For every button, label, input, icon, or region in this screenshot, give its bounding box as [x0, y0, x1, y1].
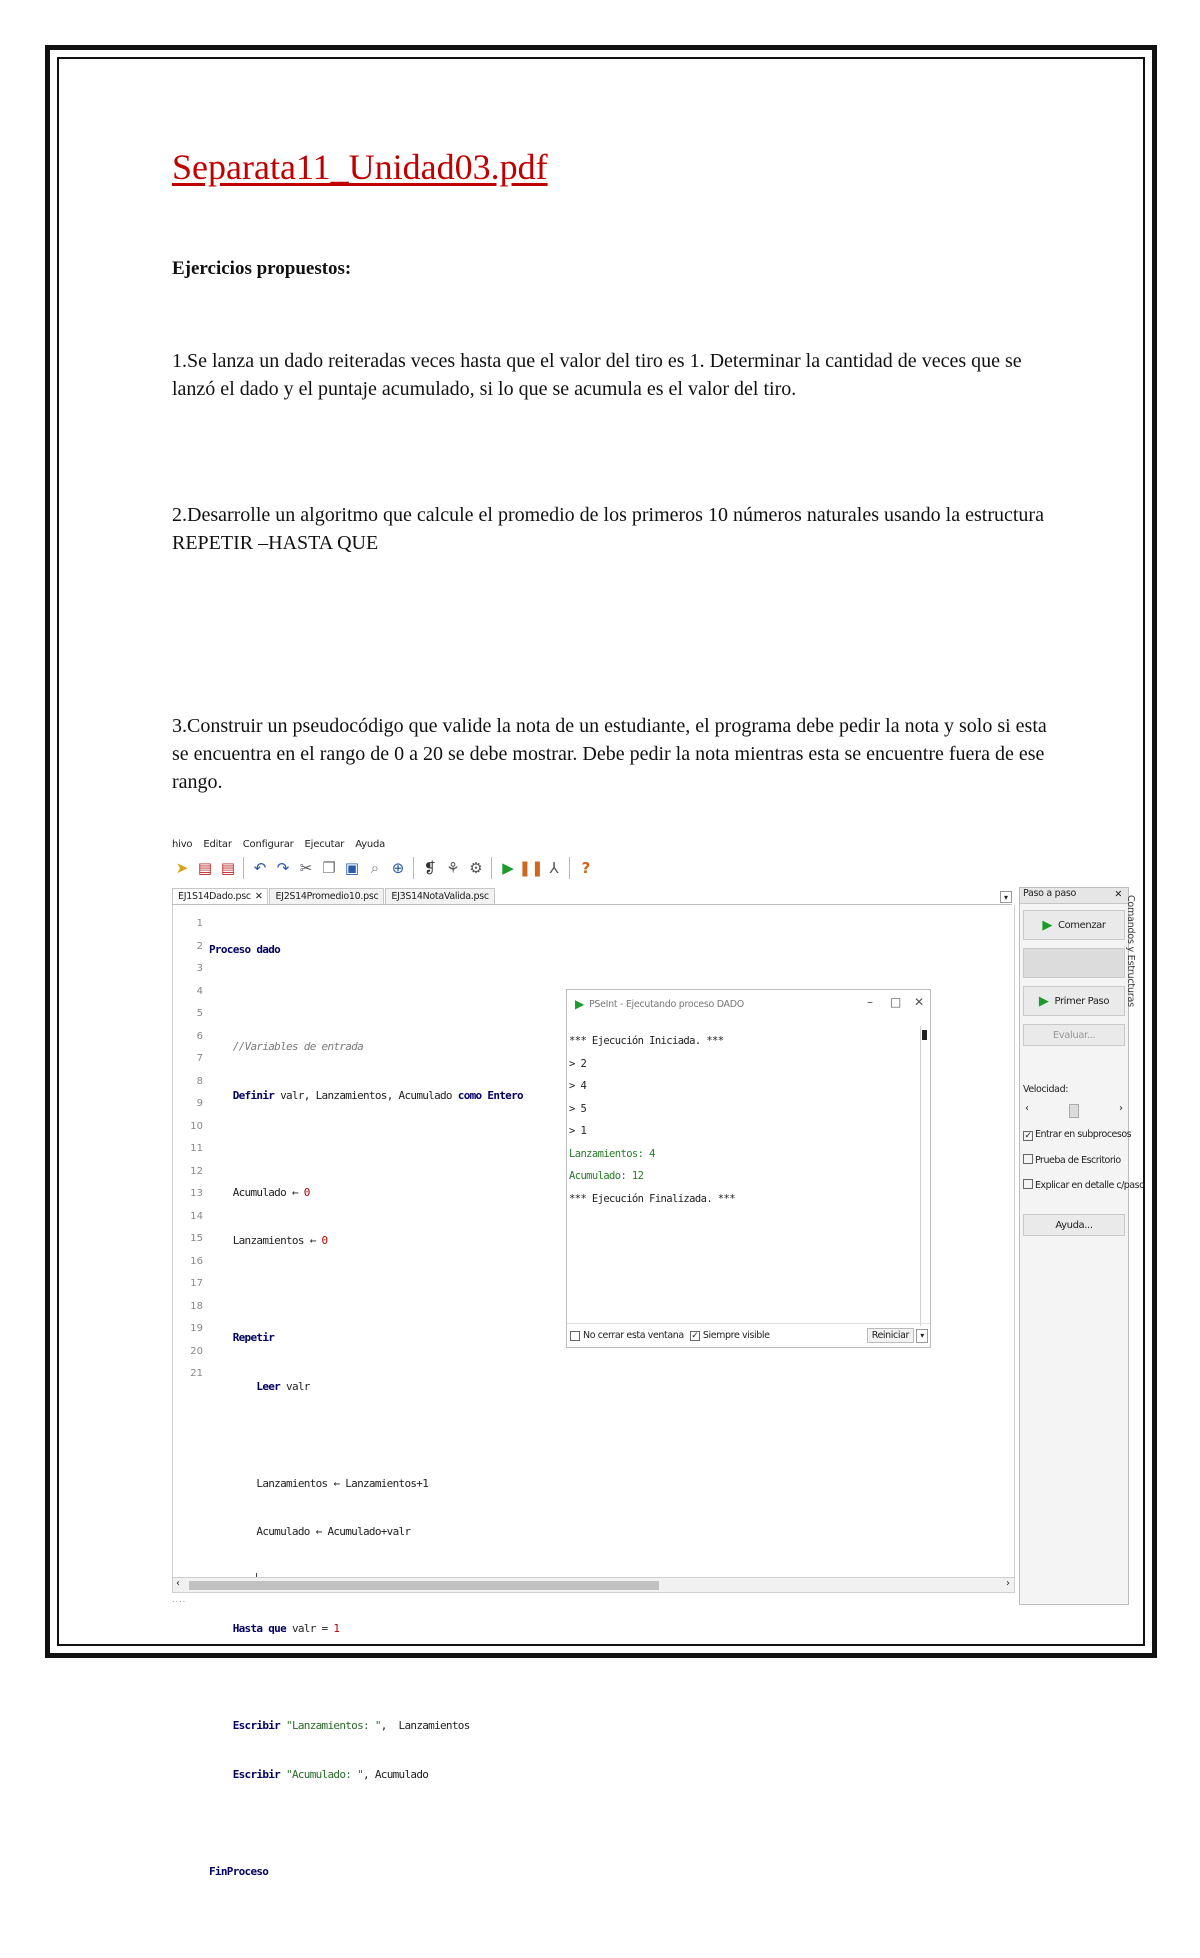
exercises-heading: Ejercicios propuestos: — [172, 258, 352, 279]
code-line — [209, 1812, 523, 1835]
side-panel-title: Paso a paso — [1023, 888, 1077, 899]
line-number: 16 — [190, 1255, 203, 1267]
toolbar-separator — [413, 857, 415, 879]
code-token: Acumulado ← — [232, 1185, 304, 1199]
code-token: valr = — [286, 1622, 334, 1635]
line-number: 19 — [190, 1323, 203, 1334]
entrar-subprocesos-option[interactable] — [1023, 1129, 1131, 1141]
reiniciar-button[interactable]: Reiniciar — [867, 1328, 914, 1343]
flowchart-icon[interactable]: ⚙ — [469, 858, 483, 877]
console-line: *** Ejecución Finalizada. *** — [569, 1192, 735, 1205]
code-token: Repetir — [232, 1331, 275, 1344]
tab-promedio[interactable]: EJ2S14Promedio10.psc — [269, 888, 384, 904]
code-token: Acumulado ← Acumulado+valr — [256, 1525, 411, 1538]
line-number: 2 — [196, 940, 203, 952]
line-number: 20 — [190, 1345, 203, 1357]
line-number: 13 — [190, 1188, 203, 1199]
code-token: , Lanzamientos — [380, 1719, 470, 1732]
step-play-icon: ▶ — [1038, 993, 1049, 1009]
line-number: 14 — [190, 1210, 203, 1222]
line-number: 9 — [196, 1098, 203, 1109]
menu-ejecutar[interactable]: Ejecutar — [304, 838, 345, 850]
entrar-subprocesos-label: Entrar en subprocesos — [1035, 1129, 1132, 1140]
code-token: Hasta que — [232, 1622, 287, 1635]
paste-icon[interactable]: ▣ — [344, 858, 360, 877]
chevron-left-icon[interactable]: ‹ — [176, 1578, 180, 1589]
code-token: Escribir — [232, 1719, 281, 1732]
code-line — [209, 1279, 523, 1302]
explicar-detalle-option[interactable] — [1023, 1179, 1144, 1191]
entrar-subprocesos-checkbox[interactable]: ✓ — [1024, 1131, 1032, 1141]
play-icon: ▶ — [1042, 917, 1052, 933]
line-number: 1 — [196, 918, 203, 929]
line-number: 18 — [190, 1300, 203, 1312]
code-token: Escribir — [232, 1767, 281, 1781]
line-numbers — [173, 913, 203, 1386]
code-line — [209, 1909, 523, 1932]
code-line — [209, 1182, 523, 1205]
tab-dado[interactable]: EJ1S14Dado.psc ✕ — [172, 888, 268, 904]
chevron-down-icon[interactable]: ▾ — [1000, 891, 1012, 903]
code-token: , Acumulado — [363, 1767, 429, 1781]
undo-icon[interactable]: ↶ — [253, 858, 267, 877]
cut-icon[interactable]: ✂ — [299, 858, 313, 877]
code-string: "Acumulado: " — [280, 1767, 364, 1781]
execution-window-footer — [567, 1323, 930, 1347]
console-input-line: > 2 — [569, 1057, 587, 1070]
code-token: Definir — [232, 1088, 275, 1102]
code-line — [209, 1085, 523, 1108]
status-bar: .... — [172, 1595, 187, 1604]
run-step-icon[interactable]: ⚘ — [446, 858, 460, 877]
execution-window[interactable] — [566, 989, 931, 1348]
redo-icon[interactable]: ↷ — [276, 858, 290, 877]
help-icon[interactable]: ? — [581, 858, 591, 877]
code-token: Lanzamientos ← — [232, 1234, 322, 1247]
exercise-2-text: 2.Desarrolle un algoritmo que calcule el promedio de los primeros 10 números naturales usando la estructura REPETIR –HASTA QUE — [172, 504, 1044, 554]
ayuda-button[interactable]: Ayuda... — [1023, 1214, 1125, 1236]
code-line — [209, 1521, 523, 1544]
console-output — [569, 1030, 909, 1210]
indent-icon[interactable]: ❡ — [423, 858, 437, 877]
speed-slider[interactable] — [1023, 1103, 1125, 1119]
code-line — [209, 939, 523, 962]
new-file-icon[interactable]: ➤ — [175, 858, 189, 877]
menu-configurar[interactable]: Configurar — [242, 838, 294, 850]
save-as-icon[interactable]: ▤ — [220, 858, 236, 877]
toolbar — [172, 853, 1132, 883]
execution-window-titlebar — [567, 990, 930, 1018]
step-icon[interactable]: ❚❚ — [518, 858, 544, 877]
line-number: 21 — [190, 1368, 203, 1379]
evaluar-button[interactable]: Evaluar... — [1023, 1024, 1125, 1046]
document-link-title[interactable]: Separata11_Unidad03.pdf — [172, 147, 548, 187]
siempre-visible-label: Siempre visible — [702, 1330, 770, 1341]
prueba-escritorio-checkbox[interactable] — [1023, 1154, 1033, 1164]
console-input-line: > 5 — [569, 1102, 587, 1115]
explicar-detalle-checkbox[interactable] — [1023, 1179, 1033, 1189]
console-line: *** Ejecución Iniciada. *** — [569, 1035, 724, 1047]
play-icon: ▶ — [575, 997, 584, 1011]
code-line — [209, 1473, 523, 1496]
code-line — [209, 1764, 523, 1787]
menu-archivo[interactable]: hivo — [172, 838, 193, 850]
code-line — [209, 1715, 523, 1738]
menu-ayuda[interactable]: Ayuda — [355, 838, 386, 850]
side-panel-header — [1020, 888, 1128, 904]
console-output-line: Acumulado: 12 — [569, 1170, 644, 1182]
line-number: 11 — [190, 1143, 203, 1154]
comenzar-button[interactable] — [1023, 910, 1125, 940]
code-line — [209, 1618, 523, 1641]
chevron-right-icon[interactable]: › — [1119, 1103, 1123, 1114]
code-number: 0 — [303, 1185, 310, 1199]
code-token: FinProceso — [209, 1864, 269, 1878]
code-token: Proceso dado — [209, 943, 281, 956]
code-line — [209, 1424, 523, 1447]
comenzar-label: Comenzar — [1057, 919, 1106, 931]
prueba-escritorio-option[interactable] — [1023, 1154, 1121, 1166]
menu-bar — [172, 835, 1132, 853]
scrollbar-thumb[interactable] — [922, 1030, 927, 1040]
console-scrollbar[interactable] — [920, 1026, 928, 1326]
code-lines — [209, 913, 523, 1958]
toolbar-separator — [569, 857, 571, 879]
no-cerrar-checkbox[interactable] — [570, 1331, 580, 1341]
exercise-3-text: 3.Construir un pseudocódigo que valide la nota de un estudiante, el programa debe pedir la nota y solo si esta se encuentra en el rango de 0 a 20 se debe mostrar. Debe pedir la nota mientras esta se encuentre fuera de ese rango. — [172, 715, 1047, 793]
console-input-line: > 1 — [569, 1125, 587, 1137]
code-number: 0 — [321, 1234, 328, 1247]
code-editor[interactable] — [172, 905, 1015, 1878]
line-number: 15 — [190, 1233, 203, 1244]
code-line — [209, 1667, 523, 1690]
pause-button[interactable] — [1023, 948, 1125, 978]
file-tabs — [172, 887, 1012, 905]
close-icon[interactable]: ✕ — [254, 891, 263, 902]
line-number: 10 — [190, 1120, 203, 1132]
tab-nota-valida[interactable]: EJ3S14NotaValida.psc — [385, 888, 494, 904]
run-icon[interactable]: ▶ — [502, 858, 514, 877]
explicar-detalle-label: Explicar en detalle c/paso — [1035, 1180, 1145, 1191]
primer-paso-button[interactable] — [1023, 986, 1125, 1016]
line-number: 8 — [196, 1075, 203, 1087]
comandos-estructuras-tab[interactable]: Comandos y Estructuras — [1125, 895, 1136, 1007]
prueba-escritorio-label: Prueba de Escritorio — [1035, 1155, 1121, 1166]
line-number: 6 — [196, 1030, 203, 1042]
code-line — [209, 1327, 523, 1350]
velocidad-label: Velocidad: — [1023, 1084, 1069, 1095]
code-number: 1 — [333, 1622, 340, 1635]
code-string: "Lanzamientos: " — [280, 1719, 381, 1732]
code-token: valr, Lanzamientos, Acumulado — [274, 1088, 458, 1102]
line-number: 5 — [196, 1008, 203, 1019]
close-icon[interactable]: ✕ — [1114, 889, 1122, 900]
code-line — [209, 1133, 523, 1156]
chevron-left-icon[interactable]: ‹ — [1025, 1103, 1029, 1114]
toolbar-separator — [243, 857, 245, 879]
siempre-visible-checkbox[interactable]: ✓ — [691, 1330, 699, 1341]
code-line — [209, 988, 523, 1011]
find-icon[interactable]: ⌕ — [370, 858, 380, 877]
code-line — [209, 1036, 523, 1059]
no-cerrar-label: No cerrar esta ventana — [583, 1330, 684, 1341]
minimize-button[interactable]: – — [867, 995, 873, 1009]
code-token: Leer — [256, 1379, 281, 1393]
line-number: 4 — [196, 985, 203, 997]
code-line — [209, 1230, 523, 1253]
execution-window-title: PSeInt - Ejecutando proceso DADO — [588, 998, 744, 1010]
code-line — [209, 1376, 523, 1399]
primer-paso-label: Primer Paso — [1054, 995, 1110, 1007]
maximize-button[interactable]: □ — [890, 995, 902, 1009]
line-number: 12 — [190, 1165, 203, 1177]
line-number: 3 — [196, 963, 203, 974]
console-input-line: > 4 — [569, 1080, 587, 1092]
line-number: 7 — [196, 1053, 203, 1064]
scrollbar-thumb[interactable] — [189, 1581, 659, 1590]
code-token: Lanzamientos ← Lanzamientos+1 — [256, 1476, 429, 1490]
toolbar-separator — [491, 857, 493, 879]
save-icon[interactable]: ▤ — [197, 858, 213, 877]
copy-icon[interactable]: ❐ — [322, 858, 336, 877]
line-number: 17 — [190, 1278, 203, 1289]
zoom-icon[interactable]: ⊕ — [391, 858, 405, 877]
code-token: valr — [280, 1379, 310, 1393]
editor-horizontal-scrollbar[interactable] — [172, 1577, 1015, 1593]
menu-editar[interactable]: Editar — [203, 838, 232, 850]
exercise-1-text: 1.Se lanza un dado reiteradas veces hasta que el valor del tiro es 1. Determinar la cantidad de veces que se lanzó el dado y el puntaje acumulado, si lo que se acumula es el valor del tiro. — [172, 350, 1022, 400]
chevron-right-icon[interactable]: › — [1006, 1578, 1010, 1589]
slider-thumb[interactable] — [1069, 1104, 1079, 1118]
code-token: como Entero — [457, 1088, 523, 1102]
close-button[interactable]: ✕ — [914, 995, 924, 1009]
console-output-line: Lanzamientos: 4 — [569, 1147, 655, 1160]
code-comment: //Variables de entrada — [232, 1040, 363, 1053]
chevron-down-icon[interactable]: ▾ — [916, 1329, 928, 1343]
diagram-icon[interactable]: ⅄ — [549, 858, 559, 877]
code-line — [209, 1861, 523, 1884]
pseint-screenshot — [172, 835, 1145, 1878]
